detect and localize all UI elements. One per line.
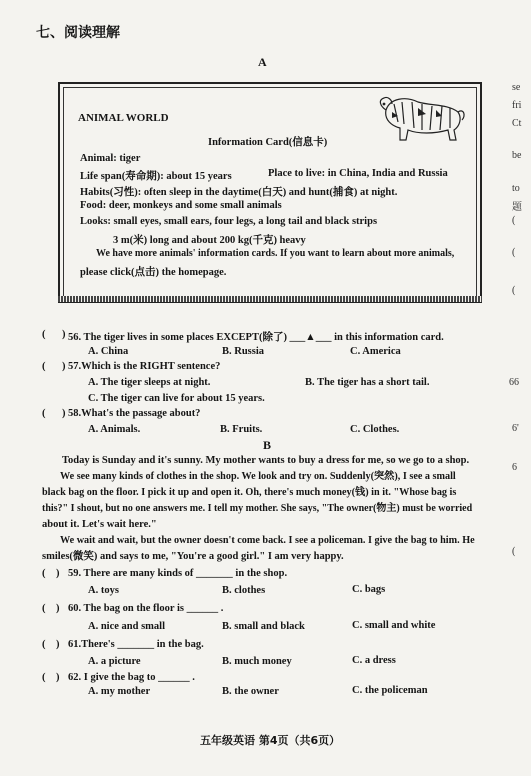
part-b-label: B xyxy=(263,438,272,452)
q59-option-c: C. bags xyxy=(352,584,386,595)
q60-option-b: B. small and black xyxy=(222,621,305,632)
q57-option-c: C. The tiger can live for about 15 years. xyxy=(88,393,265,404)
passage-line-7: smiles(微笑) and says to me, "You're a good girl." I am very happy. xyxy=(42,551,344,562)
q56-option-a: A. China xyxy=(88,346,129,357)
q61-option-b: B. much money xyxy=(222,656,292,667)
q62-option-b: B. the owner xyxy=(222,686,279,697)
edge-mark: 6 xyxy=(512,462,517,473)
part-a-label: A xyxy=(258,55,267,69)
q57-option-a: A. The tiger sleeps at night. xyxy=(88,377,211,388)
card-food: Food: deer, monkeys and some small animals xyxy=(80,200,282,211)
q59-paren: ( ) xyxy=(42,568,60,579)
card-place: Place to live: in China, India and Russia xyxy=(268,168,448,179)
card-shadow xyxy=(58,296,482,302)
q58-option-c: C. Clothes. xyxy=(350,424,400,435)
q57-paren-close: ) xyxy=(62,361,66,372)
q61-paren: ( ) xyxy=(42,639,60,650)
q60-text: 60. The bag on the floor is ______ . xyxy=(68,603,224,614)
q59-option-b: B. clothes xyxy=(222,585,266,596)
q56-paren-close: ) xyxy=(62,329,66,340)
edge-mark: 66 xyxy=(509,377,519,388)
q59-option-a: A. toys xyxy=(88,585,119,596)
q61-option-c: C. a dress xyxy=(352,655,396,666)
passage-line-5: about it. Let's wait here." xyxy=(42,519,157,530)
page-footer: 五年级英语 第4页（共6页） xyxy=(200,734,341,747)
q61-option-a: A. a picture xyxy=(88,656,141,667)
edge-mark: fri xyxy=(512,100,522,111)
card-more-line1: We have more animals' information cards. If you want to learn about more animals, xyxy=(96,248,455,259)
q57-text: 57.Which is the RIGHT sentence? xyxy=(68,361,221,372)
card-habits: Habits(习性): often sleep in the daytime(白天) and hunt(捕食) at night. xyxy=(80,187,398,198)
edge-mark: se xyxy=(512,82,521,93)
q56-option-b: B. Russia xyxy=(222,346,265,357)
passage-line-3: black bag on the floor. I pick it up and open it. Oh, there's much money(钱) in it. "Whose bag is xyxy=(42,487,457,498)
edge-mark: to xyxy=(512,183,520,194)
q60-option-c: C. small and white xyxy=(352,620,436,631)
edge-mark: be xyxy=(512,150,522,161)
passage-line-2: We see many kinds of clothes in the shop. We look and try on. Suddenly(突然), I see a small xyxy=(60,471,456,482)
edge-mark: ( xyxy=(512,215,516,226)
section-title: 七、阅读理解 xyxy=(36,25,120,41)
q60-paren: ( ) xyxy=(42,603,60,614)
q62-paren: ( ) xyxy=(42,672,60,683)
passage-line-1: Today is Sunday and it's sunny. My mother wants to buy a dress for me, so we go to a shop. xyxy=(62,455,470,466)
edge-mark: 题 xyxy=(512,202,522,213)
q57-paren-open: ( xyxy=(42,361,46,372)
edge-mark: 6' xyxy=(512,423,519,434)
edge-mark: ( xyxy=(512,285,516,296)
card-heading: ANIMAL WORLD xyxy=(78,112,169,124)
card-more-line2: please click(点击) the homepage. xyxy=(80,267,227,278)
card-life-span: Life span(寿命期): about 15 years xyxy=(80,171,232,182)
q56-paren-open: ( xyxy=(42,329,46,340)
q60-option-a: A. nice and small xyxy=(88,621,166,632)
edge-mark: Ct xyxy=(512,118,522,129)
q56-text: 56. The tiger lives in some places EXCEPT(除了) ___▲___ in this information card. xyxy=(68,332,444,343)
q58-paren-open: ( xyxy=(42,408,46,419)
q62-text: 62. I give the bag to ______ . xyxy=(68,672,195,683)
q62-option-a: A. my mother xyxy=(88,686,151,697)
card-looks: Looks: small eyes, small ears, four legs, a long tail and black strips xyxy=(80,216,378,227)
q58-option-b: B. Fruits. xyxy=(220,424,263,435)
q61-text: 61.There's _______ in the bag. xyxy=(68,639,204,650)
q56-option-c: C. America xyxy=(350,346,401,357)
q58-text: 58.What's the passage about? xyxy=(68,408,201,419)
tiger-illustration-icon xyxy=(372,90,468,144)
edge-mark: ( xyxy=(512,247,516,258)
card-subheading: Information Card(信息卡) xyxy=(208,137,328,148)
passage-line-4: this?" I shout, but no one answers me. I tell my mother. She says, "The owner(物主) must be worried xyxy=(42,503,473,514)
q62-option-c: C. the policeman xyxy=(352,685,428,696)
q58-paren-close: ) xyxy=(62,408,66,419)
q59-text: 59. There are many kinds of _______ in the shop. xyxy=(68,568,288,579)
q58-option-a: A. Animals. xyxy=(88,424,141,435)
q57-option-b: B. The tiger has a short tail. xyxy=(305,377,430,388)
card-animal: Animal: tiger xyxy=(80,153,141,164)
card-size: 3 m(米) long and about 200 kg(千克) heavy xyxy=(113,235,306,246)
edge-mark: ( xyxy=(512,546,516,557)
passage-line-6: We wait and wait, but the owner doesn't come back. I see a policeman. I give the bag to him. He xyxy=(60,535,475,546)
